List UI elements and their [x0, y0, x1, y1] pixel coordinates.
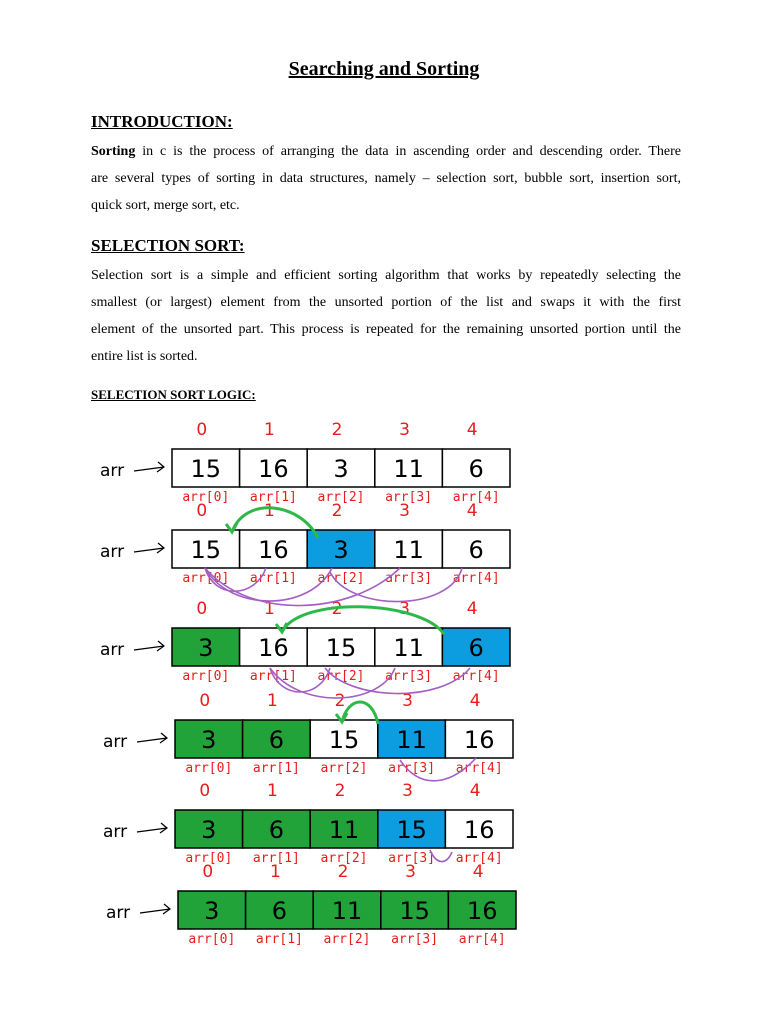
pointer-arrow-icon [134, 462, 164, 472]
cell-label-1-4: arr[4] [452, 571, 500, 586]
index-label-1-0: 0 [196, 501, 208, 521]
cell-value-4-3: 15 [396, 816, 427, 844]
cell-label-5-3: arr[3] [391, 932, 439, 947]
index-label-1-4: 4 [466, 501, 478, 521]
cell-label-1-1: arr[1] [249, 571, 297, 586]
cell-label-3-4: arr[4] [455, 761, 503, 776]
pointer-arrow-icon [134, 543, 164, 553]
cell-value-5-0: 3 [204, 897, 220, 925]
cell-label-1-0: arr[0] [182, 571, 230, 586]
cell-value-1-1: 16 [258, 536, 289, 564]
cell-value-0-0: 15 [190, 455, 222, 483]
array-name-label: arr [100, 542, 125, 562]
index-label-5-1: 1 [269, 862, 281, 882]
cell-value-2-0: 3 [198, 634, 214, 662]
intro-line-1-text: in c is the process of arranging the data in ascending order and descending order. There [135, 144, 681, 159]
index-label-0-0: 0 [196, 420, 208, 440]
cell-value-5-3: 15 [399, 897, 430, 925]
cell-label-4-4: arr[4] [455, 851, 503, 866]
cell-value-1-2: 3 [333, 536, 349, 564]
index-label-0-4: 4 [466, 420, 478, 440]
cell-label-3-3: arr[3] [388, 761, 436, 776]
compare-arrow-2 [205, 568, 400, 606]
cell-value-2-1: 16 [258, 634, 289, 662]
selection-line-3: element of the unsorted part. This process is repeated for the remaining unsorted portion until the [91, 322, 681, 337]
cell-value-4-1: 6 [268, 816, 285, 844]
index-label-5-3: 3 [405, 862, 417, 882]
cell-value-3-4: 16 [463, 726, 495, 754]
index-label-3-4: 4 [469, 691, 481, 711]
cell-label-5-4: arr[4] [458, 932, 506, 947]
page-title: Searching and Sorting [288, 58, 480, 80]
index-label-1-1: 1 [263, 501, 275, 521]
cell-value-5-1: 6 [271, 897, 288, 925]
cell-label-0-3: arr[3] [385, 490, 433, 505]
intro-line-3: quick sort, merge sort, etc. [91, 198, 240, 213]
index-label-2-3: 3 [399, 599, 411, 619]
cell-value-0-2: 3 [333, 455, 349, 483]
selection-sort-heading: SELECTION SORT: [91, 236, 245, 255]
pointer-arrow-icon [137, 733, 167, 743]
cell-label-2-0: arr[0] [182, 669, 230, 684]
cell-value-3-3: 11 [396, 726, 427, 754]
pointer-arrow-icon [140, 904, 170, 914]
index-label-2-0: 0 [196, 599, 208, 619]
cell-label-1-3: arr[3] [385, 571, 433, 586]
cell-label-0-0: arr[0] [182, 490, 230, 505]
cell-value-4-0: 3 [201, 816, 217, 844]
array-name-label: arr [100, 461, 125, 481]
array-name-label: arr [103, 732, 128, 752]
cell-label-5-0: arr[0] [188, 932, 236, 947]
selection-sort-logic-heading: SELECTION SORT LOGIC: [91, 387, 256, 402]
cell-label-3-2: arr[2] [320, 761, 368, 776]
index-label-4-3: 3 [402, 781, 414, 801]
selection-line-1: Selection sort is a simple and efficient sorting algorithm that works by repeatedly selecting the [91, 268, 681, 283]
cell-label-2-1: arr[1] [249, 669, 297, 684]
cell-value-2-4: 6 [468, 634, 484, 662]
cell-label-2-4: arr[4] [452, 669, 500, 684]
cell-label-0-2: arr[2] [317, 490, 365, 505]
pointer-arrow-icon [134, 641, 164, 651]
cell-value-4-4: 16 [463, 816, 495, 844]
cell-value-4-2: 11 [328, 816, 360, 844]
index-label-2-2: 2 [331, 599, 343, 619]
cell-value-0-1: 16 [258, 455, 289, 483]
cell-label-3-1: arr[1] [252, 761, 300, 776]
cell-label-4-0: arr[0] [185, 851, 233, 866]
index-label-3-0: 0 [199, 691, 211, 711]
index-label-5-0: 0 [202, 862, 214, 882]
index-label-3-3: 3 [402, 691, 414, 711]
sorting-term: Sorting [91, 144, 136, 159]
index-label-4-0: 0 [199, 781, 211, 801]
array-name-label: arr [100, 640, 125, 660]
index-label-4-4: 4 [469, 781, 481, 801]
cell-value-3-1: 6 [268, 726, 285, 754]
pointer-arrow-icon [137, 823, 167, 833]
cell-label-0-1: arr[1] [249, 490, 297, 505]
cell-value-0-3: 11 [393, 455, 424, 483]
index-label-3-1: 1 [266, 691, 278, 711]
cell-label-2-3: arr[3] [385, 669, 433, 684]
index-label-0-1: 1 [263, 420, 275, 440]
cell-value-1-0: 15 [190, 536, 222, 564]
intro-line-2: are several types of sorting in data structures, namely – selection sort, bubble sort, insertion sort, [91, 171, 681, 186]
index-label-5-4: 4 [472, 862, 484, 882]
cell-value-2-3: 11 [393, 634, 424, 662]
array-name-label: arr [106, 903, 131, 923]
cell-value-1-4: 6 [468, 536, 484, 564]
selection-line-4: entire list is sorted. [91, 349, 198, 364]
cell-label-2-2: arr[2] [317, 669, 365, 684]
index-label-2-4: 4 [466, 599, 478, 619]
array-name-label: arr [103, 822, 128, 842]
index-label-3-2: 2 [334, 691, 346, 711]
cell-value-1-3: 11 [393, 536, 424, 564]
cell-label-4-2: arr[2] [320, 851, 368, 866]
index-label-5-2: 2 [337, 862, 349, 882]
index-label-1-2: 2 [331, 501, 343, 521]
index-label-0-2: 2 [331, 420, 343, 440]
cell-value-2-2: 15 [325, 634, 357, 662]
cell-value-3-0: 3 [201, 726, 217, 754]
index-label-4-2: 2 [334, 781, 346, 801]
index-label-0-3: 3 [399, 420, 411, 440]
cell-label-5-1: arr[1] [255, 932, 303, 947]
cell-value-3-2: 15 [328, 726, 360, 754]
cell-label-5-2: arr[2] [323, 932, 371, 947]
selection-line-2: smallest (or largest) element from the unsorted portion of the list and swaps it with the first [91, 295, 681, 310]
cell-label-1-2: arr[2] [317, 571, 365, 586]
index-label-2-1: 1 [263, 599, 275, 619]
introduction-heading: INTRODUCTION: [91, 112, 233, 131]
cell-value-0-4: 6 [468, 455, 484, 483]
index-label-4-1: 1 [266, 781, 278, 801]
cell-label-0-4: arr[4] [452, 490, 500, 505]
cell-value-5-4: 16 [466, 897, 498, 925]
cell-label-3-0: arr[0] [185, 761, 233, 776]
cell-label-4-3: arr[3] [388, 851, 436, 866]
index-label-1-3: 3 [399, 501, 411, 521]
cell-label-4-1: arr[1] [252, 851, 300, 866]
cell-value-5-2: 11 [331, 897, 363, 925]
